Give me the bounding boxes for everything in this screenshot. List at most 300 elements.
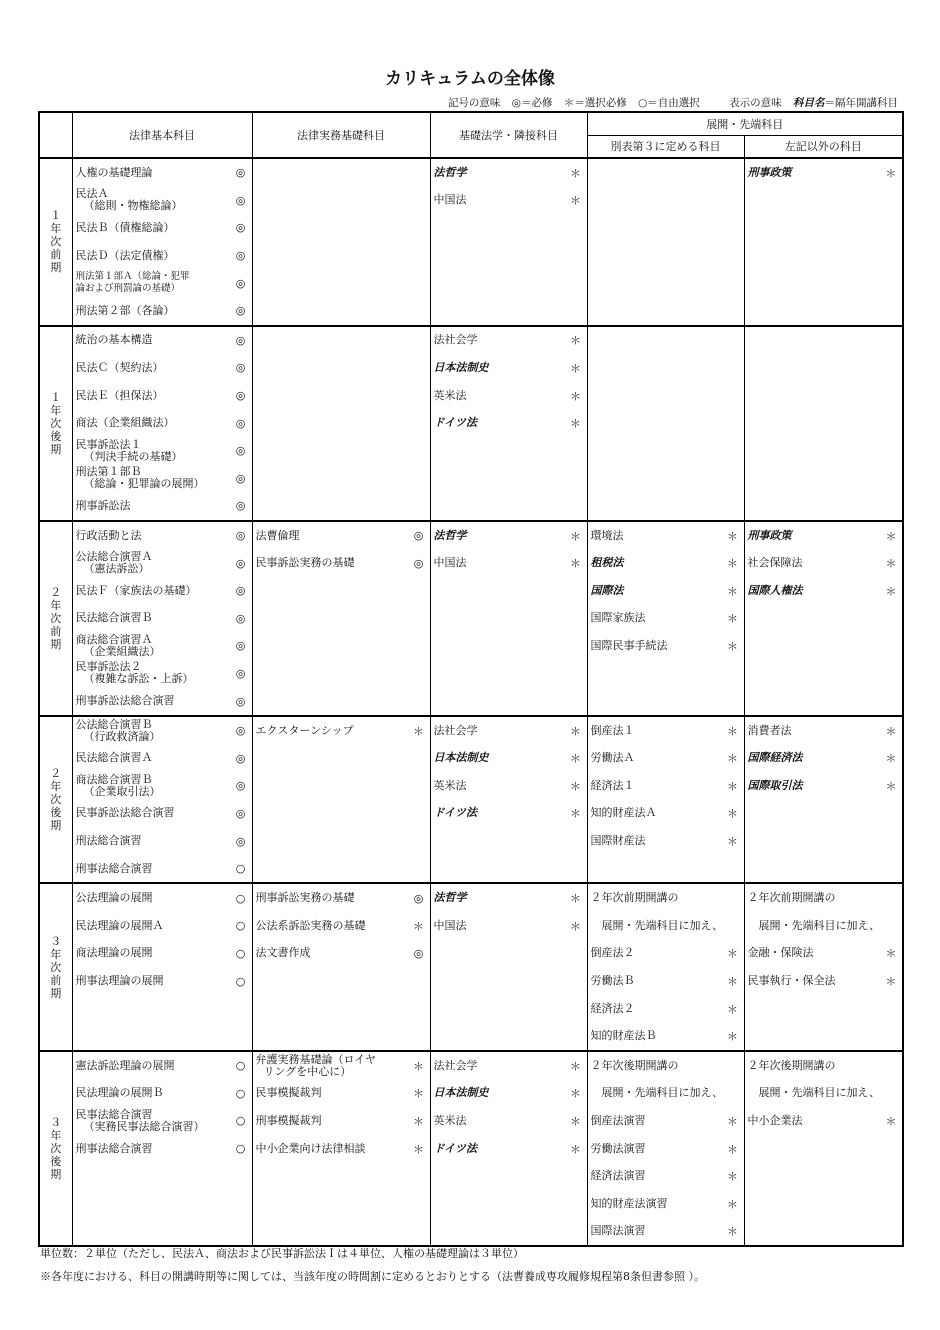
cell-advanced-other [744, 1051, 903, 1246]
course-name [591, 585, 624, 597]
requirement-mark: ◎ [235, 499, 246, 513]
requirement-mark: ○ [235, 862, 246, 876]
course-name [434, 167, 467, 179]
course-name [76, 695, 175, 707]
course-name-line: 刑事法理論の展開 [75, 974, 164, 988]
course-item [73, 1107, 252, 1135]
requirement-mark: ＊ [727, 529, 738, 543]
cell-advanced-other [744, 521, 903, 716]
course-name [256, 557, 355, 569]
course-item [253, 1080, 430, 1108]
course-item [745, 1080, 903, 1108]
course-item [431, 159, 587, 187]
course-name-line: 英米法 [433, 778, 467, 792]
course-name [256, 892, 355, 904]
course-item [431, 327, 587, 355]
course-name-line: 日本法制史 [433, 360, 489, 374]
course-item [431, 409, 587, 437]
course-name-subline: （総論・犯罪論の展開） [83, 477, 205, 491]
requirement-mark: ＊ [570, 1142, 581, 1156]
requirement-mark: ◎ [413, 556, 424, 570]
course-item [73, 605, 252, 633]
course-item [431, 744, 587, 772]
course-name [748, 1060, 836, 1072]
cell-basic-law [72, 158, 252, 326]
cell-practice-basic [252, 1051, 430, 1246]
course-item [73, 492, 252, 520]
term-label-text: ２年次前期 [50, 585, 62, 651]
course-name [591, 920, 724, 932]
course-item [253, 1135, 430, 1163]
term-label [39, 158, 72, 326]
requirement-mark: ◎ [235, 361, 246, 375]
course-name [76, 585, 197, 597]
course-name-line: 知的財産法Ａ [590, 806, 657, 820]
course-item [745, 522, 903, 550]
requirement-mark: ◎ [235, 611, 246, 625]
course-item [588, 549, 744, 577]
course-name [591, 947, 635, 959]
course-name-line: 知的財産法演習 [590, 1196, 668, 1210]
course-name-line: 刑事政策 [747, 528, 792, 542]
course-item [588, 577, 744, 605]
requirement-mark: ＊ [413, 1087, 424, 1101]
requirement-mark: ◎ [235, 834, 246, 848]
course-name-line: 刑事政策 [747, 165, 792, 179]
course-name-line: 中小企業向け法律相談 [255, 1141, 366, 1155]
course-item [253, 912, 430, 940]
course-name-line: 倒産法２ [590, 946, 635, 960]
requirement-mark: ◎ [235, 584, 246, 598]
requirement-mark: ＊ [727, 1225, 738, 1239]
requirement-mark: ◎ [235, 444, 246, 458]
course-name [434, 725, 478, 737]
requirement-mark: ＊ [727, 724, 738, 738]
course-name-line: 中国法 [433, 556, 467, 570]
course-name [434, 780, 467, 792]
course-item [253, 717, 430, 745]
course-name-subline: 論および刑罰論の基礎） [75, 283, 181, 295]
course-item [73, 409, 252, 437]
course-item [431, 1052, 587, 1080]
course-name-subline: （総則・物権総論） [83, 199, 183, 213]
requirement-mark: ＊ [727, 807, 738, 821]
course-name [76, 439, 183, 463]
course-name [76, 530, 142, 542]
course-name [748, 752, 803, 764]
course-name-subline: （複雑な訴訟・上訴） [83, 672, 194, 686]
requirement-mark: ＊ [570, 1114, 581, 1128]
requirement-mark: ＊ [570, 752, 581, 766]
course-name [76, 1060, 175, 1072]
course-name [256, 725, 354, 737]
course-name [591, 1060, 679, 1072]
legend-free: ○＝自由選択 [638, 97, 700, 109]
course-name [748, 167, 792, 179]
requirement-mark: ＊ [570, 361, 581, 375]
course-name-line: 法社会学 [433, 1058, 478, 1072]
course-item [588, 1162, 744, 1190]
course-name-subline: （判決手続の基礎） [83, 449, 183, 463]
course-name [591, 1225, 646, 1237]
course-name [591, 1170, 646, 1182]
header-practice-basic: 法律実務基礎科目 [252, 112, 430, 158]
requirement-mark: ◎ [235, 416, 246, 430]
course-name [76, 920, 164, 932]
term-row [39, 883, 903, 1051]
course-name-subline: （企業組織法） [83, 644, 161, 658]
course-item [745, 967, 903, 995]
header-advanced: 展開・先端科目 [587, 112, 903, 135]
requirement-mark: ＊ [885, 752, 897, 766]
requirement-mark: ＊ [727, 975, 738, 989]
cell-basic-law [72, 1051, 252, 1246]
requirement-mark: ◎ [235, 779, 246, 793]
course-name [76, 774, 161, 798]
course-item [73, 1080, 252, 1108]
course-name-line: 消費者法 [747, 723, 792, 737]
requirement-mark: ＊ [727, 584, 738, 598]
course-item [73, 354, 252, 382]
requirement-mark: ＊ [885, 975, 897, 989]
course-name [76, 271, 190, 295]
course-item [73, 967, 252, 995]
course-name-line: 展開・先端科目に加え、 [590, 1086, 724, 1100]
requirement-mark: ＊ [885, 557, 897, 571]
requirement-mark: ＊ [570, 557, 581, 571]
course-name [76, 222, 175, 234]
course-name-line: 経済法２ [590, 1001, 635, 1015]
course-item [73, 187, 252, 215]
course-name-line: ２年次後期開講の [747, 1058, 836, 1072]
course-item [431, 800, 587, 828]
course-name-line: 展開・先端科目に加え、 [590, 918, 724, 932]
course-item [431, 522, 587, 550]
curriculum-table [38, 111, 904, 1247]
course-name [748, 1087, 881, 1099]
requirement-mark: ＊ [727, 947, 738, 961]
course-name-line: 法曹倫理 [255, 528, 300, 542]
cell-advanced-other [744, 326, 903, 521]
course-item [73, 884, 252, 912]
course-item [431, 187, 587, 215]
requirement-mark: ＊ [727, 779, 738, 793]
course-item [73, 855, 252, 883]
requirement-mark: ＊ [885, 724, 897, 738]
cell-jurisprudence [430, 158, 587, 326]
course-item [253, 549, 430, 577]
requirement-mark: ＊ [727, 1030, 738, 1044]
course-item [431, 1080, 587, 1108]
course-name-line: 刑事法総合演習 [75, 1141, 153, 1155]
course-name [748, 892, 836, 904]
header-basic-law: 法律基本科目 [72, 112, 252, 158]
course-name-line: 法哲学 [433, 891, 467, 905]
course-item [73, 660, 252, 688]
course-item [73, 549, 252, 577]
course-item [431, 912, 587, 940]
term-row [39, 1051, 903, 1246]
course-name-line: 国際経済法 [747, 751, 803, 765]
course-item [73, 632, 252, 660]
course-name [76, 661, 194, 685]
requirement-mark: ＊ [885, 166, 897, 180]
course-name [76, 188, 183, 212]
course-name [591, 752, 635, 764]
course-item [431, 549, 587, 577]
course-name [76, 947, 153, 959]
term-row [39, 716, 903, 884]
course-name-line: 民法総合演習Ａ [75, 751, 153, 765]
requirement-mark: ◎ [235, 389, 246, 403]
course-name [591, 780, 635, 792]
course-name-line: 国際法演習 [590, 1224, 646, 1238]
requirement-mark: ○ [235, 946, 246, 960]
course-name [76, 719, 161, 743]
course-name-line: ２年次前期開講の [747, 891, 836, 905]
course-name [76, 1087, 164, 1099]
course-name [591, 640, 668, 652]
course-name-line: 民事訴訟法１ [75, 437, 142, 451]
cell-jurisprudence [430, 326, 587, 521]
course-item [745, 717, 903, 745]
course-name [591, 892, 679, 904]
requirement-mark: ＊ [570, 334, 581, 348]
course-name [76, 835, 142, 847]
requirement-mark: ◎ [235, 666, 246, 680]
course-item [253, 940, 430, 968]
requirement-mark: ＊ [727, 557, 738, 571]
course-name-line: 刑法第１部Ａ（総論・犯罪 [75, 271, 190, 283]
course-name [434, 334, 478, 346]
course-item [745, 1107, 903, 1135]
course-name-line: 知的財産法Ｂ [590, 1029, 657, 1043]
cell-advanced-table3 [587, 326, 744, 521]
curriculum-body [39, 158, 903, 1246]
cell-advanced-table3 [587, 521, 744, 716]
term-label [39, 1051, 72, 1246]
course-item [73, 242, 252, 270]
course-name-line: 民法理論の展開Ｂ [75, 1086, 164, 1100]
course-name [591, 1198, 668, 1210]
course-name-line: 刑事訴訟実務の基礎 [255, 891, 355, 905]
cell-basic-law [72, 716, 252, 884]
course-name [76, 362, 164, 374]
course-name [434, 194, 467, 206]
legend-symbol-label: 記号の意味 [447, 97, 501, 109]
course-name-line: 人権の基礎理論 [75, 165, 153, 179]
cell-jurisprudence [430, 716, 587, 884]
term-label [39, 326, 72, 521]
corner-cell [39, 112, 72, 158]
course-name [434, 417, 477, 429]
requirement-mark: ◎ [413, 529, 424, 543]
cell-advanced-table3 [587, 1051, 744, 1246]
requirement-mark: ＊ [570, 919, 581, 933]
course-name-line: 国際財産法 [590, 834, 646, 848]
course-name [76, 863, 153, 875]
course-item [588, 1052, 744, 1080]
course-item [745, 577, 903, 605]
requirement-mark: ＊ [413, 1142, 424, 1156]
requirement-mark: ＊ [885, 584, 897, 598]
course-name-line: 民事執行・保全法 [747, 974, 836, 988]
cell-advanced-other [744, 883, 903, 1051]
course-item [73, 214, 252, 242]
course-item [73, 1135, 252, 1163]
term-label-text: ３年次前期 [50, 934, 62, 1000]
course-item [588, 827, 744, 855]
requirement-mark: ◎ [413, 946, 424, 960]
course-name-subline: （憲法訴訟） [83, 562, 150, 576]
course-name-line: 民法Ｃ（契約法） [75, 360, 164, 374]
course-name-line: 民事訴訟実務の基礎 [255, 556, 355, 570]
term-label [39, 716, 72, 884]
course-item [73, 437, 252, 465]
course-name-line: 刑法第１部Ｂ [75, 465, 142, 479]
course-name [748, 947, 814, 959]
course-name-line: 民事訴訟法総合演習 [75, 806, 175, 820]
course-name-line: 民法Ｅ（担保法） [75, 388, 164, 402]
legend [448, 95, 898, 110]
course-name-line: 国際家族法 [590, 611, 646, 625]
course-name [76, 390, 164, 402]
course-item [73, 297, 252, 325]
requirement-mark: ＊ [727, 835, 738, 849]
course-name-line: 国際人権法 [747, 583, 803, 597]
course-name [434, 557, 467, 569]
cell-basic-law [72, 326, 252, 521]
cell-jurisprudence [430, 521, 587, 716]
course-item [588, 1218, 744, 1246]
course-name-line: 民法理論の展開Ａ [75, 918, 164, 932]
course-name-line: 中国法 [433, 918, 467, 932]
course-item [588, 717, 744, 745]
term-row [39, 521, 903, 716]
course-name [748, 920, 881, 932]
requirement-mark: ＊ [727, 1002, 738, 1016]
requirement-mark: ＊ [570, 1059, 581, 1073]
requirement-mark: ＊ [413, 724, 424, 738]
course-name-line: 刑法第２部（各論） [75, 303, 175, 317]
requirement-mark: ◎ [235, 529, 246, 543]
course-name [434, 390, 467, 402]
cell-practice-basic [252, 158, 430, 326]
cell-advanced-table3 [587, 883, 744, 1051]
course-name-line: 民法Ｂ（債権総論） [75, 220, 175, 234]
course-name [256, 1087, 322, 1099]
course-item [253, 1052, 430, 1080]
requirement-mark: ＊ [570, 166, 581, 180]
requirement-mark: ＊ [727, 1142, 738, 1156]
requirement-mark: ＊ [885, 1114, 897, 1128]
course-name-line: 社会保障法 [747, 556, 803, 570]
requirement-mark: ◎ [235, 276, 246, 290]
course-name-line: 商法理論の展開 [75, 946, 153, 960]
course-item [745, 1052, 903, 1080]
course-name [591, 835, 646, 847]
course-name-line: 公法系訴訟実務の基礎 [255, 918, 366, 932]
course-item [588, 1022, 744, 1050]
requirement-mark: ◎ [235, 639, 246, 653]
requirement-mark: ◎ [235, 193, 246, 207]
course-item [745, 549, 903, 577]
course-name [591, 1003, 635, 1015]
cell-basic-law [72, 521, 252, 716]
cell-practice-basic [252, 716, 430, 884]
course-name [76, 975, 164, 987]
course-name-line: 労働法Ｂ [590, 974, 635, 988]
course-name [76, 417, 175, 429]
cell-practice-basic [252, 326, 430, 521]
course-name-line: 憲法訴訟理論の展開 [75, 1058, 175, 1072]
units-note: 単位数：２単位（ただし、民法Ａ、商法および民事訴訟法Ｉは４単位、人権の基礎理論は３単位） [40, 1247, 524, 1260]
requirement-mark: ＊ [570, 724, 581, 738]
course-name-line: 民法Ａ [75, 187, 109, 201]
course-item [253, 1107, 430, 1135]
course-name [76, 634, 161, 658]
course-item [588, 1190, 744, 1218]
course-name-line: ドイツ法 [433, 1141, 477, 1155]
course-item [73, 940, 252, 968]
course-item [431, 354, 587, 382]
course-name [76, 466, 205, 490]
course-name-line: 法社会学 [433, 333, 478, 347]
course-name [256, 530, 300, 542]
requirement-mark: ＊ [885, 779, 897, 793]
course-name-line: 行政活動と法 [75, 528, 142, 542]
course-item [745, 772, 903, 800]
course-name [76, 305, 175, 317]
course-name [76, 1143, 153, 1155]
requirement-mark: ○ [235, 1114, 246, 1128]
course-name [591, 1087, 724, 1099]
course-item [431, 1135, 587, 1163]
course-item [73, 577, 252, 605]
course-name-line: 経済法１ [590, 778, 635, 792]
requirement-mark: ＊ [727, 1170, 738, 1184]
requirement-mark: ＊ [885, 947, 897, 961]
course-name-line: 刑事訴訟法総合演習 [75, 694, 175, 708]
requirement-mark: ○ [235, 974, 246, 988]
course-name [256, 947, 311, 959]
course-name [434, 362, 489, 374]
course-name [76, 892, 153, 904]
course-item [588, 884, 744, 912]
course-item [73, 687, 252, 715]
schedule-remark: ※各年度における、科目の開講時期等に関しては、当該年度の時間割に定めるとおりとする（法曹養成専攻履修規程第8条但書参照 ）。 [40, 1270, 705, 1283]
course-name [256, 1054, 377, 1078]
requirement-mark: ＊ [570, 779, 581, 793]
course-name [76, 551, 153, 575]
term-row [39, 326, 903, 521]
course-name-line: 中小企業法 [747, 1113, 803, 1127]
course-name-line: ドイツ法 [433, 806, 477, 820]
course-name-line: 国際民事手続法 [590, 638, 668, 652]
course-name-line: 法文書作成 [255, 946, 311, 960]
requirement-mark: ＊ [727, 752, 738, 766]
cell-jurisprudence [430, 1051, 587, 1246]
requirement-mark: ＊ [570, 892, 581, 906]
requirement-mark: ＊ [727, 1114, 738, 1128]
course-name [748, 557, 803, 569]
course-name-line: 民事訴訟法２ [75, 660, 142, 674]
course-name-line: 民事模擬裁判 [255, 1086, 322, 1100]
requirement-mark: ◎ [235, 724, 246, 738]
course-name [76, 807, 175, 819]
requirement-mark: ＊ [885, 529, 897, 543]
requirement-mark: ◎ [235, 304, 246, 318]
